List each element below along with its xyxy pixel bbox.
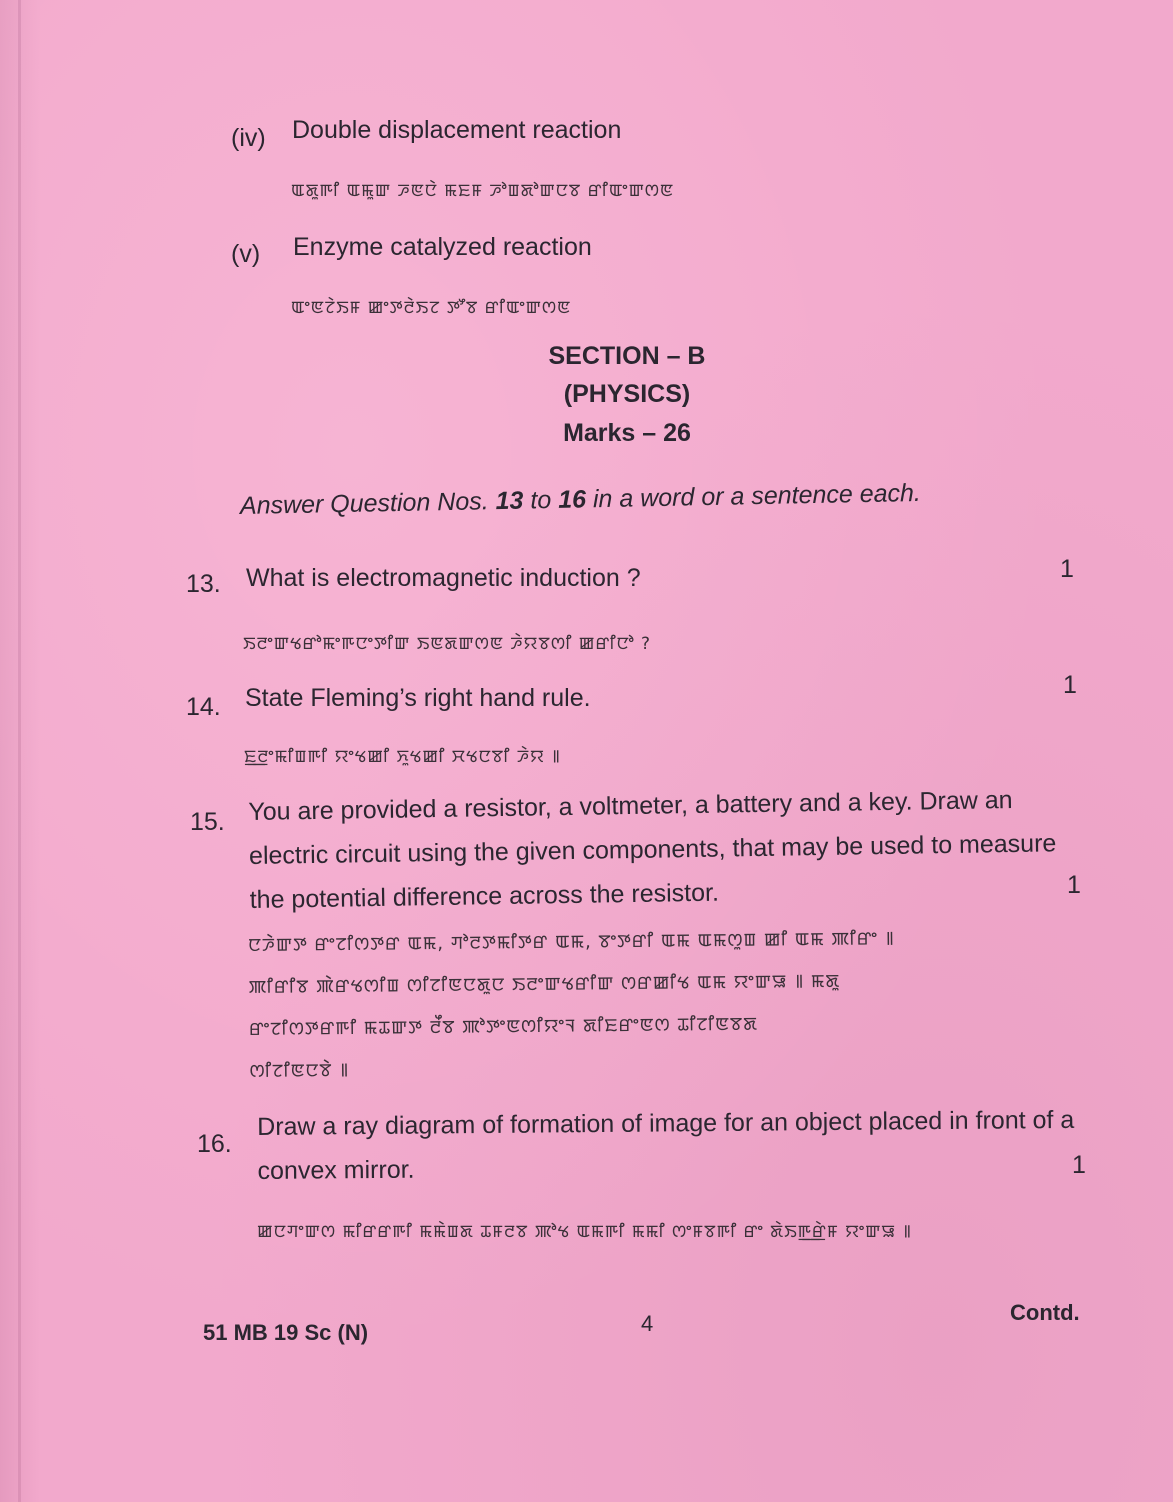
instruction-suffix: in a word or a sentence each. bbox=[585, 478, 922, 514]
question-13-marks: 1 bbox=[1060, 555, 1074, 583]
question-15-meitei-line-1: ꯅꯍꯥꯛꯇ ꯔꯦꯖꯤꯁꯇꯔ ꯑꯃ, ꯚꯣꯂꯇꯃꯤꯇꯔ ꯑꯃ, ꯕꯦꯇꯔꯤ ꯑꯃ ꯑꯃꯁꯨꯡ ꯀꯤ ꯑꯃ ꯄꯤꯔꯦ ꯫ bbox=[248, 928, 895, 956]
question-16-line-1: Draw a ray diagram of formation of image for an object placed in front of a bbox=[257, 1105, 1075, 1141]
question-14-number: 14. bbox=[186, 693, 221, 721]
question-15-meitei-line-3: ꯔꯦꯖꯤꯁꯇꯔꯒꯤ ꯃꯊꯛꯇ ꯂꯩꯕ ꯄꯣꯇꯦꯟꯁꯤꯌꯦꯜ ꯗꯤꯐꯔꯦꯟꯁ ꯊꯤꯖꯤꯟꯕꯗ bbox=[248, 1013, 759, 1040]
question-16-line-2: convex mirror. bbox=[257, 1155, 415, 1185]
page-fold-shadow bbox=[18, 0, 21, 1502]
section-title: SECTION – B bbox=[548, 342, 706, 370]
question-15-line-3: the potential difference across the resistor. bbox=[249, 878, 720, 914]
option-v-meitei: ꯑꯦꯟꯖꯥꯏꯝ ꯀꯦꯇꯂꯥꯏꯖ ꯇꯧꯕ ꯔꯤꯑꯦꯛꯁꯟ bbox=[291, 298, 572, 318]
option-v-text: Enzyme catalyzed reaction bbox=[293, 233, 592, 261]
question-15-marks: 1 bbox=[1067, 871, 1081, 899]
question-14-meitei: ꯐ꯭ꯂꯦꯃꯤꯡꯒꯤ ꯌꯦꯠꯀꯤ ꯈꯨꯠꯀꯤ ꯆꯠꯅꯕꯤ ꯍꯥꯌ ꯫ bbox=[244, 747, 561, 767]
instruction-to: 16 bbox=[557, 485, 587, 514]
question-13-number: 13. bbox=[186, 570, 221, 598]
question-15-meitei bbox=[248, 918, 896, 1093]
footer-paper-code: 51 MB 19 Sc (N) bbox=[203, 1320, 369, 1345]
question-15-meitei-line-2: ꯄꯤꯔꯤꯕ ꯄꯥꯔꯠꯁꯤꯡ ꯁꯤꯖꯤꯟꯅꯗꯨꯅ ꯏꯂꯦꯛꯠꯔꯤꯛ ꯁꯔꯀꯤꯠ ꯑꯃ ꯌꯦꯛꯎ ꯫ ꯃꯗꯨ bbox=[248, 970, 841, 998]
question-14-marks: 1 bbox=[1063, 671, 1077, 699]
question-16-meitei: ꯀꯅꯚꯦꯛꯁ ꯃꯤꯔꯔꯒꯤ ꯃꯃꯥꯡꯗ ꯊꯝꯂꯕ ꯄꯣꯠ ꯑꯃꯒꯤ ꯃꯃꯤ ꯁꯦꯝꯕꯒꯤ ꯔꯦ ꯗꯥꯏꯒ꯭ꯔꯥꯝ ꯌꯦꯛꯎ ꯫ bbox=[257, 1222, 913, 1242]
option-v-label: (v) bbox=[231, 240, 261, 268]
question-16-text bbox=[257, 1098, 1075, 1193]
question-16-number: 16. bbox=[197, 1130, 232, 1158]
question-16-marks: 1 bbox=[1072, 1151, 1086, 1179]
question-14-text: State Fleming’s right hand rule. bbox=[245, 684, 591, 712]
question-15-line-1: You are provided a resistor, a voltmeter, a battery and a key. Draw an bbox=[248, 785, 1013, 826]
question-15-meitei-line-4: ꯁꯤꯖꯤꯟꯅꯕꯥ ꯫ bbox=[249, 1059, 350, 1082]
question-15-text bbox=[248, 777, 1057, 922]
section-marks: Marks – 26 bbox=[563, 419, 691, 447]
question-15-line-2: electric circuit using the given components, that may be used to measure bbox=[248, 829, 1057, 870]
option-iv-text: Double displacement reaction bbox=[292, 116, 622, 144]
question-15-number: 15. bbox=[190, 808, 225, 836]
question-13-text: What is electromagnetic induction ? bbox=[246, 564, 641, 592]
footer-page-number: 4 bbox=[641, 1311, 654, 1336]
instruction-from: 13 bbox=[495, 486, 524, 516]
question-13-meitei: ꯏꯂꯦꯛꯠꯔꯣꯃꯦꯒꯅꯦꯇꯤꯛ ꯏꯟꯗꯛꯁꯟ ꯍꯥꯌꯕꯁꯤ ꯀꯔꯤꯅꯣ ? bbox=[243, 634, 652, 654]
option-iv-label: (iv) bbox=[231, 124, 266, 152]
option-iv-meitei: ꯑꯗꯨꯒꯤ ꯑꯃꯨꯛ ꯍꯟꯅꯥ ꯃꯐꯝ ꯍꯣꯡꯗꯣꯛꯅꯕ ꯔꯤꯑꯦꯛꯁꯟ bbox=[291, 181, 675, 201]
instruction-prefix: Answer Question Nos. bbox=[239, 487, 496, 520]
instruction-mid: to bbox=[523, 485, 559, 515]
footer-contd: Contd. bbox=[1010, 1300, 1080, 1325]
section-subject: (PHYSICS) bbox=[563, 380, 691, 408]
section-instruction bbox=[240, 479, 921, 521]
